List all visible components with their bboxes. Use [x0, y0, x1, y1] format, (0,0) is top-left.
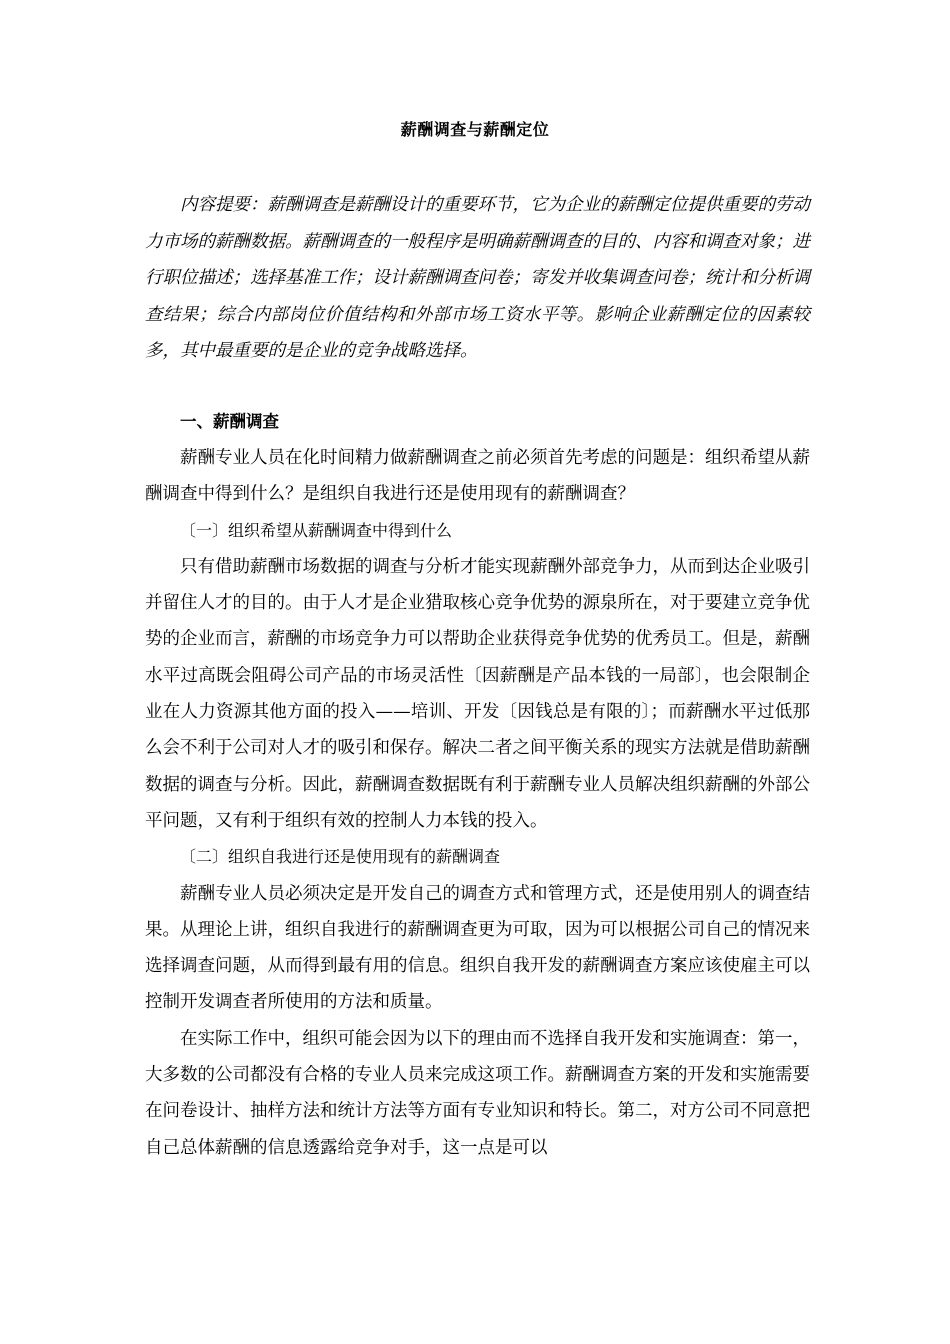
body-paragraph: 薪酬专业人员在化时间精力做薪酬调查之前必须首先考虑的问题是：组织希望从薪酬调查中得到什么？是组织自我进行还是使用现有的薪酬调查？	[145, 448, 810, 505]
subsection-heading: 〔二〕组织自我进行还是使用现有的薪酬调查	[180, 847, 501, 867]
body-paragraph: 只有借助薪酬市场数据的调查与分析才能实现薪酬外部竞争力，从而到达企业吸引并留住人才的目的。由于人才是企业猎取核心竞争优势的源泉所在，对于要建立竞争优势的企业而言，薪酬的市场竞争力可以帮助企业获得竞争优势的优秀员工。但是，薪酬水平过高既会阻碍公司产品的市场灵活性〔因薪酬是产品本钱的一局部〕，也会限制企业在人力资源其他方面的投入——培训、开发〔因钱总是有限的〕；而薪酬水平过低那么会不利于公司对人才的吸引和保存。解决二者之间平衡关系的现实方法就是借助薪酬数据的调查与分析。因此，薪酬调查数据既有利于薪酬专业人员解决组织薪酬的外部公平问题，又有利于组织有效的控制人力本钱的投入。	[145, 556, 810, 831]
document-title: 薪酬调查与薪酬定位	[400, 120, 550, 139]
body-paragraph: 在实际工作中，组织可能会因为以下的理由而不选择自我开发和实施调查：第一，大多数的公司都没有合格的专业人员来完成这项工作。薪酬调查方案的开发和实施需要在问卷设计、抽样方法和统计方法等方面有专业知识和特长。第二，对方公司不同意把自己总体薪酬的信息透露给竞争对手，这一点是可以	[145, 1028, 810, 1158]
section-heading-salary-survey: 一、薪酬调查	[180, 412, 279, 431]
abstract-paragraph: 内容提要：薪酬调查是薪酬设计的重要环节，它为企业的薪酬定位提供重要的劳动力市场的薪酬数据。薪酬调查的一般程序是明确薪酬调查的目的、内容和调查对象；进行职位描述；选择基准工作；设计薪酬调查问卷；寄发并收集调查问卷；统计和分析调查结果；综合内部岗位价值结构和外部市场工资水平等。影响企业薪酬定位的因素较多，其中最重要的是企业的竞争战略选择。	[145, 195, 810, 361]
body-text	[145, 440, 810, 1166]
subsection-heading: 〔一〕组织希望从薪酬调查中得到什么	[180, 520, 453, 540]
body-paragraph: 薪酬专业人员必须决定是开发自己的调查方式和管理方式，还是使用别人的调查结果。从理论上讲，组织自我进行的薪酬调查更为可取，因为可以根据公司自己的情况来选择调查问题，从而得到最有用的信息。组织自我开发的薪酬调查方案应该使雇主可以控制开发调查者所使用的方法和质量。	[145, 883, 810, 1013]
